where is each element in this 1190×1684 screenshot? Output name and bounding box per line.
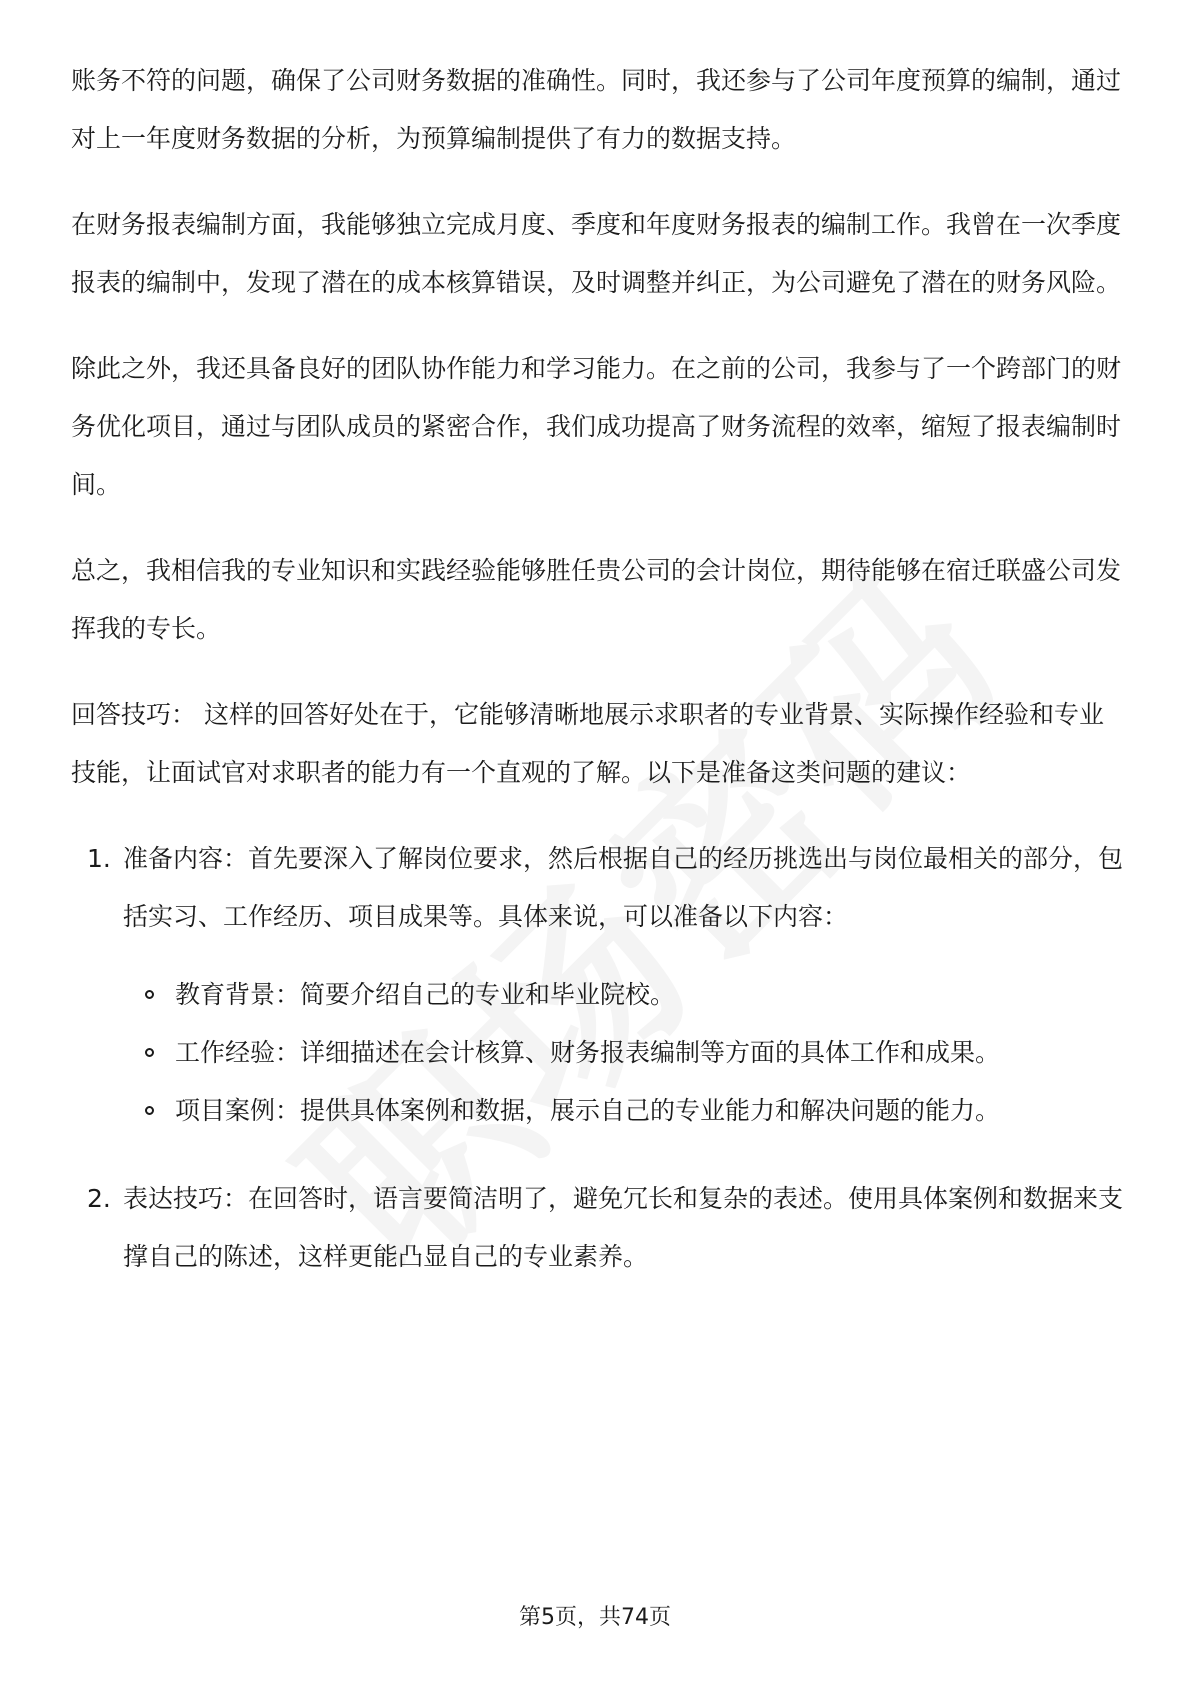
tips-paragraph: 回答技巧： 这样的回答好处在于，它能够清晰地展示求职者的专业背景、实际操作经验和专业技能，让面试官对求职者的能力有一个直观的了解。以下是准备这类问题的建议：: [71, 700, 1104, 787]
bullet-item: [123, 966, 1035, 1024]
document-body: [71, 52, 1131, 1286]
list-item: [71, 830, 1131, 1140]
bullet-item: [123, 1024, 1035, 1082]
hollow-bullet-icon: [145, 1048, 154, 1057]
bullet-item-text: 工作经验：详细描述在会计核算、财务报表编制等方面的具体工作和成果。: [175, 1038, 1001, 1067]
list-item: [71, 1170, 1131, 1286]
bullet-item: [123, 1082, 1035, 1140]
list-number: 1.: [87, 844, 111, 873]
numbered-list: [71, 830, 1131, 1286]
list-item-text: 准备内容：首先要深入了解岗位要求，然后根据自己的经历挑选出与岗位最相关的部分，包括实习、工作经历、项目成果等。具体来说，可以准备以下内容：: [123, 844, 1124, 931]
paragraph: 在财务报表编制方面，我能够独立完成月度、季度和年度财务报表的编制工作。我曾在一次季度报表的编制中，发现了潜在的成本核算错误，及时调整并纠正，为公司避免了潜在的财务风险。: [71, 210, 1122, 297]
hollow-bullet-icon: [145, 1106, 154, 1115]
bullet-list: [123, 966, 1131, 1140]
list-item-text: 表达技巧：在回答时，语言要简洁明了，避免冗长和复杂的表述。使用具体案例和数据来支撑自己的陈述，这样更能凸显自己的专业素养。: [123, 1184, 1124, 1271]
list-number: 2.: [87, 1184, 111, 1213]
paragraph: 除此之外，我还具备良好的团队协作能力和学习能力。在之前的公司，我参与了一个跨部门的财务优化项目，通过与团队成员的紧密合作，我们成功提高了财务流程的效率，缩短了报表编制时间。: [71, 354, 1122, 499]
bullet-item-text: 项目案例：提供具体案例和数据，展示自己的专业能力和解决问题的能力。: [175, 1096, 1001, 1125]
hollow-bullet-icon: [145, 990, 154, 999]
paragraph: 总之，我相信我的专业知识和实践经验能够胜任贵公司的会计岗位，期待能够在宿迁联盛公司发挥我的专长。: [71, 556, 1122, 643]
paragraph: 账务不符的问题，确保了公司财务数据的准确性。同时，我还参与了公司年度预算的编制，通过对上一年度财务数据的分析，为预算编制提供了有力的数据支持。: [71, 66, 1122, 153]
page-number-footer: 第5页，共74页: [519, 1605, 671, 1630]
bullet-item-text: 教育背景：简要介绍自己的专业和毕业院校。: [175, 980, 676, 1009]
